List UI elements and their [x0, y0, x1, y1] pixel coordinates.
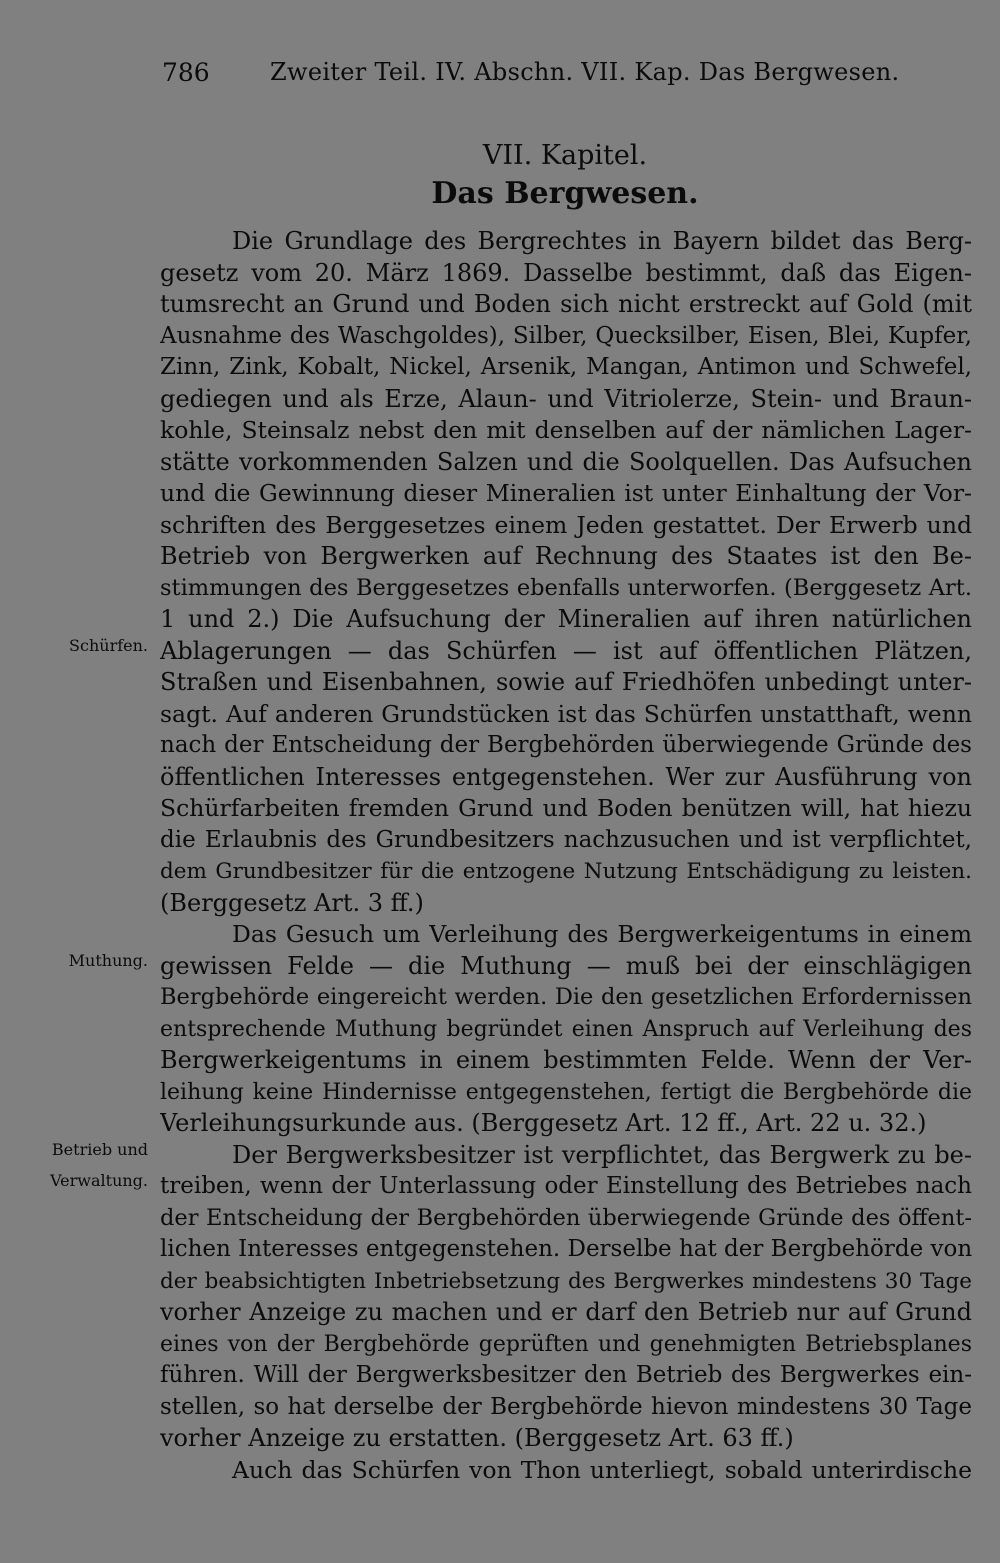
margin-note-schuerfen: Schürfen. [69, 636, 148, 655]
text-line: (Berggesetz Art. 3 ff.) [160, 888, 424, 917]
text-line: sagt. Auf anderen Grundstücken ist das Schürfen unstatthaft, wenn [160, 699, 972, 728]
text-line: stimmungen des Berggesetzes ebenfalls unterworfen. (Berggesetz Art. [160, 574, 972, 601]
text-line: der beabsichtigten Inbetriebsetzung des Bergwerkes mindestens 30 Tage [160, 1268, 972, 1294]
text-line: Schürfarbeiten fremden Grund und Boden benützen will, hat hiezu [160, 794, 972, 822]
text-line: vorher Anzeige zu machen und er darf den Betrieb nur auf Grund [160, 1298, 972, 1326]
text-line: gediegen und als Erze, Alaun- und Vitriolerze, Stein- und Braun- [160, 384, 972, 413]
text-line: leihung keine Hindernisse entgegenstehen, fertigt die Bergbehörde die [160, 1079, 972, 1105]
margin-note-betrieb: Betrieb und [51, 1140, 148, 1159]
text-line: Bergwerkeigentums in einem bestimmten Felde. Wenn der Ver- [160, 1046, 972, 1074]
text-line: Die Grundlage des Bergrechtes in Bayern bildet das Berg- [232, 227, 972, 255]
running-title: Zweiter Teil. IV. Abschn. VII. Kap. Das Bergwesen. [270, 58, 900, 86]
text-line: und die Gewinnung dieser Mineralien ist unter Einhaltung der Vor- [160, 479, 972, 507]
running-head [162, 58, 900, 94]
page-number: 786 [162, 58, 210, 87]
text-line: entsprechende Muthung begründet einen Anspruch auf Verleihung des [160, 1016, 972, 1042]
text-line: eines von der Bergbehörde geprüften und genehmigten Betriebsplanes [160, 1331, 972, 1357]
text-line: Der Bergwerksbesitzer ist verpflichtet, das Bergwerk zu be- [232, 1140, 972, 1169]
margin-note-verwaltung: Verwaltung. [50, 1171, 148, 1190]
text-line: der Entscheidung der Bergbehörden überwiegende Gründe des öffent- [160, 1204, 972, 1231]
text-line: dem Grundbesitzer für die entzogene Nutzung Entschädigung zu leisten. [160, 859, 972, 884]
text-line: gesetz vom 20. März 1869. Dasselbe bestimmt, daß das Eigen- [160, 258, 972, 287]
text-line: tumsrecht an Grund und Boden sich nicht erstreckt auf Gold (mit [160, 290, 972, 318]
text-line: gewissen Felde — die Muthung — muß bei der einschlägigen [160, 951, 972, 980]
text-line: kohle, Steinsalz nebst den mit denselben auf der nämlichen Lager- [160, 416, 972, 444]
text-line: Straßen und Eisenbahnen, sowie auf Friedhöfen unbedingt unter- [160, 668, 972, 696]
text-line: stätte vorkommenden Salzen und die Soolquellen. Das Aufsuchen [160, 447, 972, 476]
text-line: Verleihungsurkunde aus. (Berggesetz Art. 12 ff., Art. 22 u. 32.) [160, 1109, 927, 1137]
text-line: Ausnahme des Waschgoldes), Silber, Quecksilber, Eisen, Blei, Kupfer, [160, 322, 972, 349]
text-line: nach der Entscheidung der Bergbehörden überwiegende Gründe des [160, 732, 972, 758]
text-line: die Erlaubnis des Grundbesitzers nachzusuchen und ist verpflichtet, [160, 826, 972, 853]
text-line: Zinn, Zink, Kobalt, Nickel, Arsenik, Mangan, Antimon und Schwefel, [160, 354, 972, 380]
text-line: treiben, wenn der Unterlassung oder Einstellung des Betriebes nach [160, 1173, 972, 1199]
text-line: vorher Anzeige zu erstatten. (Berggesetz Art. 63 ff.) [160, 1424, 794, 1452]
text-line: stellen, so hat derselbe der Bergbehörde hievon mindestens 30 Tage [160, 1393, 972, 1420]
chapter-number: VII. Kapitel. [482, 140, 648, 171]
text-line: Ablagerungen — das Schürfen — ist auf öffentlichen Plätzen, [160, 636, 972, 665]
body-text [160, 226, 972, 1486]
text-line: öffentlichen Interesses entgegenstehen. Wer zur Ausführung von [160, 762, 972, 791]
text-line: Auch das Schürfen von Thon unterliegt, sobald unterirdische [232, 1455, 972, 1484]
text-line: Bergbehörde eingereicht werden. Die den gesetzlichen Erfordernissen [160, 984, 972, 1010]
margin-note-muthung: Muthung. [68, 951, 148, 970]
text-line: schriften des Berggesetzes einem Jeden gestattet. Der Erwerb und [160, 510, 972, 539]
text-line: 1 und 2.) Die Aufsuchung der Mineralien auf ihren natürlichen [160, 605, 972, 633]
text-line: Betrieb von Bergwerken auf Rechnung des Staates ist den Be- [160, 542, 972, 570]
text-line: Das Gesuch um Verleihung des Bergwerkeigentums in einem [232, 920, 972, 948]
chapter-title: Das Bergwesen. [431, 176, 699, 211]
text-line: führen. Will der Bergwerksbesitzer den Betrieb des Bergwerkes ein- [160, 1362, 972, 1388]
text-line: lichen Interesses entgegenstehen. Derselbe hat der Bergbehörde von [160, 1236, 972, 1262]
